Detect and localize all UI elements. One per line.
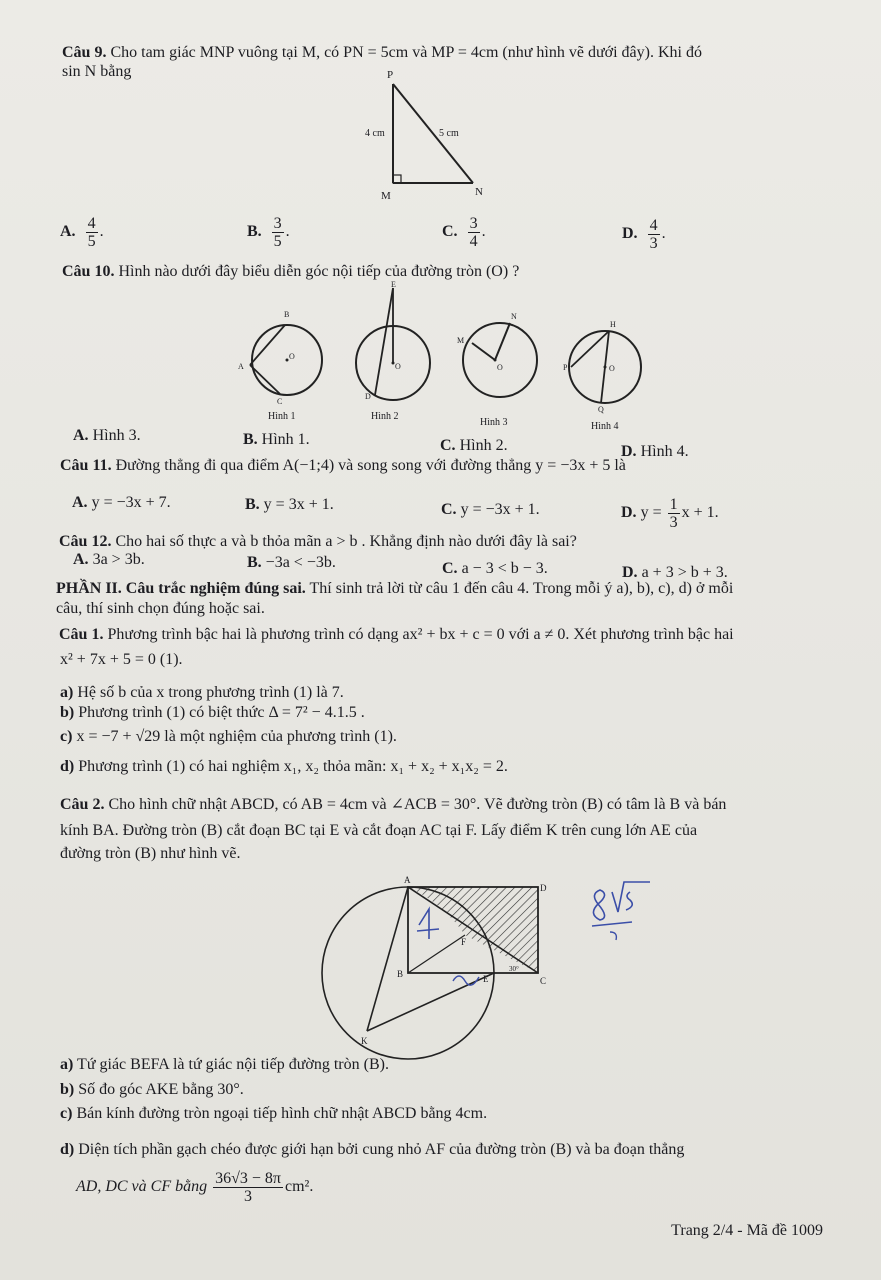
q9-text2: sin N bằng: [62, 63, 132, 80]
p1-text1: Phương trình bậc hai là phương trình có dạng ax² + bx + c = 0 với a ≠ 0. Xét phương trình bậc hai: [107, 626, 734, 643]
q11-option-b[interactable]: B. y = 3x + 1.: [245, 496, 334, 513]
page-footer: Trang 2/4 - Mã đề 1009: [671, 1222, 823, 1239]
svg-text:F: F: [461, 937, 467, 947]
q10-text: Hình nào dưới đây biểu diễn góc nội tiếp của đường tròn (O) ?: [118, 263, 520, 280]
q10-figure-4: [565, 315, 665, 445]
q12-text: Cho hai số thực a và b thỏa mãn a > b . Khẳng định nào dưới đây là sai?: [115, 533, 577, 550]
q10-fig2-caption: Hình 2: [371, 411, 399, 422]
part2-text1: Thí sinh trả lời từ câu 1 đến câu 4. Trong mỗi ý a), b), c), d) ở mỗi: [305, 580, 734, 597]
svg-text:C: C: [277, 397, 283, 406]
q10-figure-2: [345, 280, 445, 422]
q9-fig-side-right: 5 cm: [439, 128, 459, 139]
p1-text2: x² + 7x + 5 = 0 (1).: [60, 651, 183, 668]
q12-label: Câu 12.: [59, 533, 112, 550]
q9-line1: [62, 43, 702, 63]
p2-item-c[interactable]: c) Bán kính đường tròn ngoại tiếp hình chữ nhật ABCD bằng 4cm.: [60, 1105, 488, 1122]
q10-option-d[interactable]: D. Hình 4.: [621, 443, 689, 460]
p2-line1: [60, 795, 726, 815]
q9-fig-M: M: [381, 190, 391, 202]
part2-line1: [56, 579, 733, 599]
p1-label: Câu 1.: [59, 626, 104, 643]
q10-option-b[interactable]: B. Hình 1.: [243, 431, 310, 448]
svg-text:A: A: [404, 875, 411, 885]
p1-line1: [59, 625, 734, 645]
p2-text2: kính BA. Đường tròn (B) cắt đoạn BC tại E và cắt đoạn AC tại F. Lấy điểm K trên cung lớn AE của: [60, 822, 698, 839]
p2-item-d-line2: AD, DC và CF bằng $\frac{36√3 - 8\pi}{3}$ cm².: [76, 1170, 314, 1205]
q10-fig4-caption: Hình 4: [591, 421, 619, 432]
q10-label: Câu 10.: [62, 263, 115, 280]
svg-text:B: B: [397, 969, 404, 979]
q10-fig1-caption: Hình 1: [268, 411, 296, 422]
svg-text:E: E: [483, 974, 489, 984]
part2-heading: PHẦN II. Câu trắc nghiệm đúng sai.: [56, 580, 306, 597]
p2-item-b[interactable]: b) Số đo góc AKE bằng 30°.: [60, 1081, 244, 1098]
svg-text:D: D: [365, 392, 371, 401]
q12-option-a[interactable]: A. 3a > 3b.: [73, 551, 145, 568]
q12-option-c[interactable]: C. a − 3 < b − 3.: [442, 560, 548, 577]
q9-fig-N: N: [475, 186, 483, 198]
p2-text1: Cho hình chữ nhật ABCD, có AB = 4cm và ∠ACB = 30°. Vẽ đường tròn (B) có tâm là B và bán: [108, 796, 727, 813]
q11-option-c[interactable]: C. y = −3x + 1.: [441, 501, 540, 518]
q12-line: [59, 532, 577, 552]
q10-line: [62, 262, 519, 282]
part2-text2: câu, thí sinh chọn đúng hoặc sai.: [56, 600, 265, 617]
svg-text:30°: 30°: [509, 965, 519, 973]
q9-triangle-figure: [345, 66, 505, 206]
p2-item-d[interactable]: d) Diện tích phần gạch chéo được giới hạn bởi cung nhỏ AF của đường tròn (B) và ba đoạn thẳng: [60, 1141, 685, 1158]
p2-figure: [325, 873, 565, 1046]
svg-text:B: B: [284, 310, 290, 319]
svg-text:O: O: [289, 352, 295, 361]
p1-item-d[interactable]: d) Phương trình (1) có hai nghiệm x₁, x₂ thỏa mãn: x₁ + x₂ + x₁x₂ = 2.: [60, 758, 508, 775]
q9-option-b[interactable]: B. $\frac{3}{5}$ .: [247, 215, 290, 250]
svg-text:M: M: [457, 336, 465, 345]
q11-line: [60, 456, 626, 476]
svg-text:K: K: [361, 1036, 368, 1046]
q10-fig3-caption: Hình 3: [480, 417, 508, 428]
p1-item-b[interactable]: b) Phương trình (1) có biệt thức Δ = 7² − 4.1.5 .: [60, 704, 365, 721]
svg-text:P: P: [563, 363, 568, 372]
q11-option-d[interactable]: D. y = $\frac{1}{3}$ x + 1.: [621, 496, 719, 531]
q12-option-d[interactable]: D. a + 3 > b + 3.: [622, 564, 728, 581]
q11-label: Câu 11.: [60, 457, 112, 474]
svg-text:C: C: [540, 976, 547, 986]
q10-figure-3: [455, 305, 555, 428]
p2-item-a[interactable]: a) Tứ giác BEFA là tứ giác nội tiếp đường tròn (B).: [60, 1056, 389, 1073]
p2-text3: đường tròn (B) như hình vẽ.: [60, 845, 241, 862]
q11-text: Đường thẳng đi qua điểm A(−1;4) và song song với đường thẳng y = −3x + 5 là: [115, 457, 626, 474]
q9-text1: Cho tam giác MNP vuông tại M, có PN = 5cm và MP = 4cm (như hình vẽ dưới đây). Khi đó: [110, 44, 702, 61]
q9-option-a[interactable]: A. $\frac{4}{5}$ .: [60, 215, 104, 250]
p1-item-c[interactable]: c) x = −7 + √29 là một nghiệm của phương trình (1).: [60, 728, 397, 745]
svg-text:O: O: [609, 364, 615, 373]
q10-option-a[interactable]: A. Hình 3.: [73, 427, 141, 444]
p2-label: Câu 2.: [60, 796, 105, 813]
q9-option-c[interactable]: C. $\frac{3}{4}$ .: [442, 215, 486, 250]
q9-fig-P: P: [387, 69, 394, 81]
svg-text:O: O: [395, 362, 401, 371]
svg-text:D: D: [540, 883, 547, 893]
svg-text:N: N: [511, 312, 517, 321]
svg-text:O: O: [497, 363, 503, 372]
handwritten-note: [590, 888, 660, 948]
q9-fig-side-left: 4 cm: [365, 128, 385, 139]
svg-text:A: A: [238, 362, 244, 371]
q9-option-d[interactable]: D. $\frac{4}{3}$ .: [622, 217, 666, 252]
svg-text:Q: Q: [598, 405, 604, 414]
q12-option-b[interactable]: B. −3a < −3b.: [247, 554, 336, 571]
p1-item-a[interactable]: a) Hệ số b của x trong phương trình (1) là 7.: [60, 684, 344, 701]
svg-text:E: E: [391, 280, 396, 289]
q11-option-a[interactable]: A. y = −3x + 7.: [72, 494, 171, 511]
q10-option-c[interactable]: C. Hình 2.: [440, 437, 508, 454]
q9-label: Câu 9.: [62, 44, 107, 61]
svg-text:H: H: [610, 320, 616, 329]
q10-figure-1: [232, 305, 332, 425]
